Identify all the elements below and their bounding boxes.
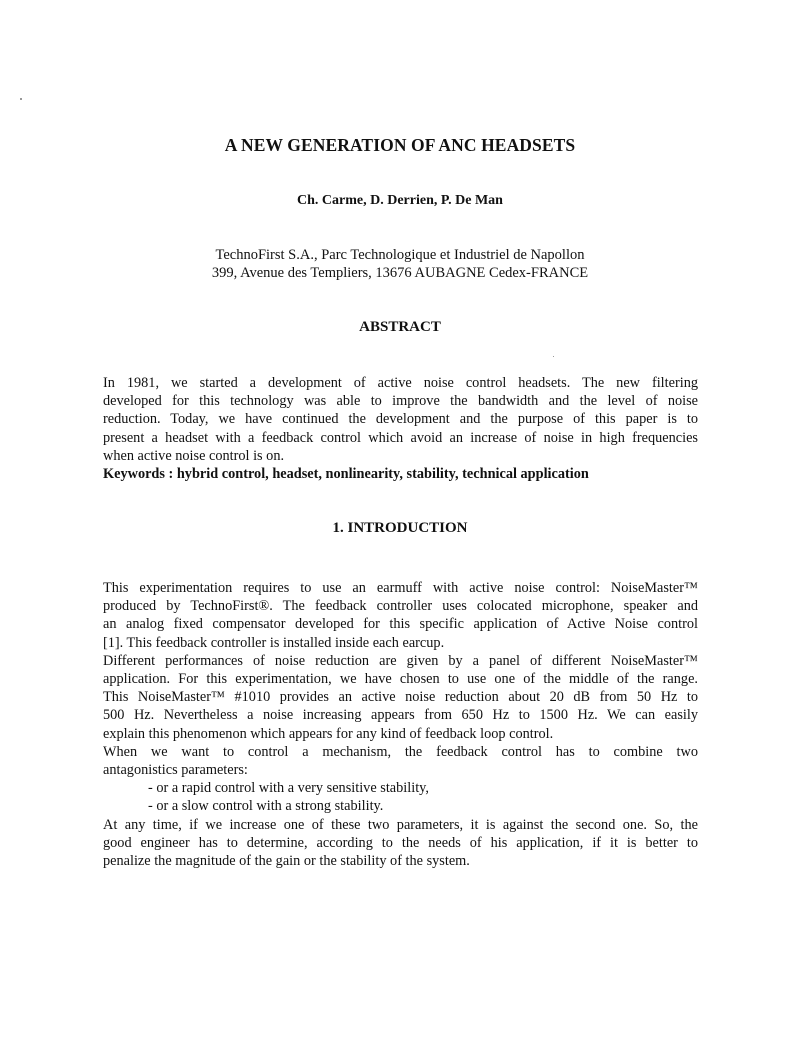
intro-line: antagonistics parameters: — [103, 762, 248, 779]
intro-line: application. For this experimentation, we have chosen to use one of the middle of the range. — [103, 671, 698, 688]
intro-line: When we want to control a mechanism, the feedback control has to combine two — [103, 743, 698, 760]
abstract-line: In 1981, we started a development of active noise control headsets. The new filtering — [103, 375, 698, 391]
affiliation-line-1: TechnoFirst S.A., Parc Technologique et Industriel de Napollon — [215, 247, 585, 263]
keywords-line: Keywords : hybrid control, headset, nonlinearity, stability, technical application — [103, 466, 589, 483]
intro-list-item: - or a slow control with a strong stability. — [148, 798, 384, 815]
intro-line: produced by TechnoFirst®. The feedback controller uses colocated microphone, speaker and — [103, 598, 698, 615]
abstract-line: present a headset with a feedback control which avoid an increase of noise in high frequencies — [103, 429, 698, 446]
intro-line: 500 Hz. Nevertheless a noise increasing appears from 650 Hz to 1500 Hz. We can easily — [103, 707, 698, 724]
intro-line: This experimentation requires to use an earmuff with active noise control: NoiseMaster™ — [103, 580, 698, 596]
intro-line: [1]. This feedback controller is installed inside each earcup. — [103, 634, 445, 651]
author-list: Ch. Carme, D. Derrien, P. De Man — [297, 193, 503, 208]
intro-line: good engineer has to determine, according to the needs of his application, if it is better to — [103, 834, 698, 851]
affiliation-line-2: 399, Avenue des Templiers, 13676 AUBAGNE Cedex-FRANCE — [211, 265, 589, 281]
intro-line: explain this phenomenon which appears for any kind of feedback loop control. — [103, 725, 554, 742]
abstract-body — [103, 374, 698, 483]
scan-speck — [553, 356, 554, 357]
abstract-line: developed for this technology was able to improve the bandwidth and the level of noise — [103, 393, 698, 410]
abstract-line: reduction. Today, we have continued the development and the purpose of this paper is to — [103, 411, 698, 428]
intro-line: penalize the magnitude of the gain or the stability of the system. — [103, 853, 470, 870]
intro-line: an analog fixed compensator developed for this specific application of Active Noise control — [103, 616, 698, 633]
intro-list-item: - or a rapid control with a very sensitive stability, — [148, 780, 429, 797]
intro-line: This NoiseMaster™ #1010 provides an active noise reduction about 20 dB from 50 Hz to — [103, 689, 698, 706]
abstract-line: when active noise control is on. — [103, 447, 285, 464]
abstract-heading: ABSTRACT — [359, 319, 441, 335]
paper-title: A NEW GENERATION OF ANC HEADSETS — [224, 135, 576, 155]
introduction-body — [103, 579, 698, 870]
intro-line: Different performances of noise reduction are given by a panel of different NoiseMaster™ — [103, 652, 698, 669]
introduction-heading: 1. INTRODUCTION — [332, 520, 468, 536]
scan-speck — [20, 98, 22, 100]
intro-line: At any time, if we increase one of these two parameters, it is against the second one. So, the — [103, 816, 698, 833]
